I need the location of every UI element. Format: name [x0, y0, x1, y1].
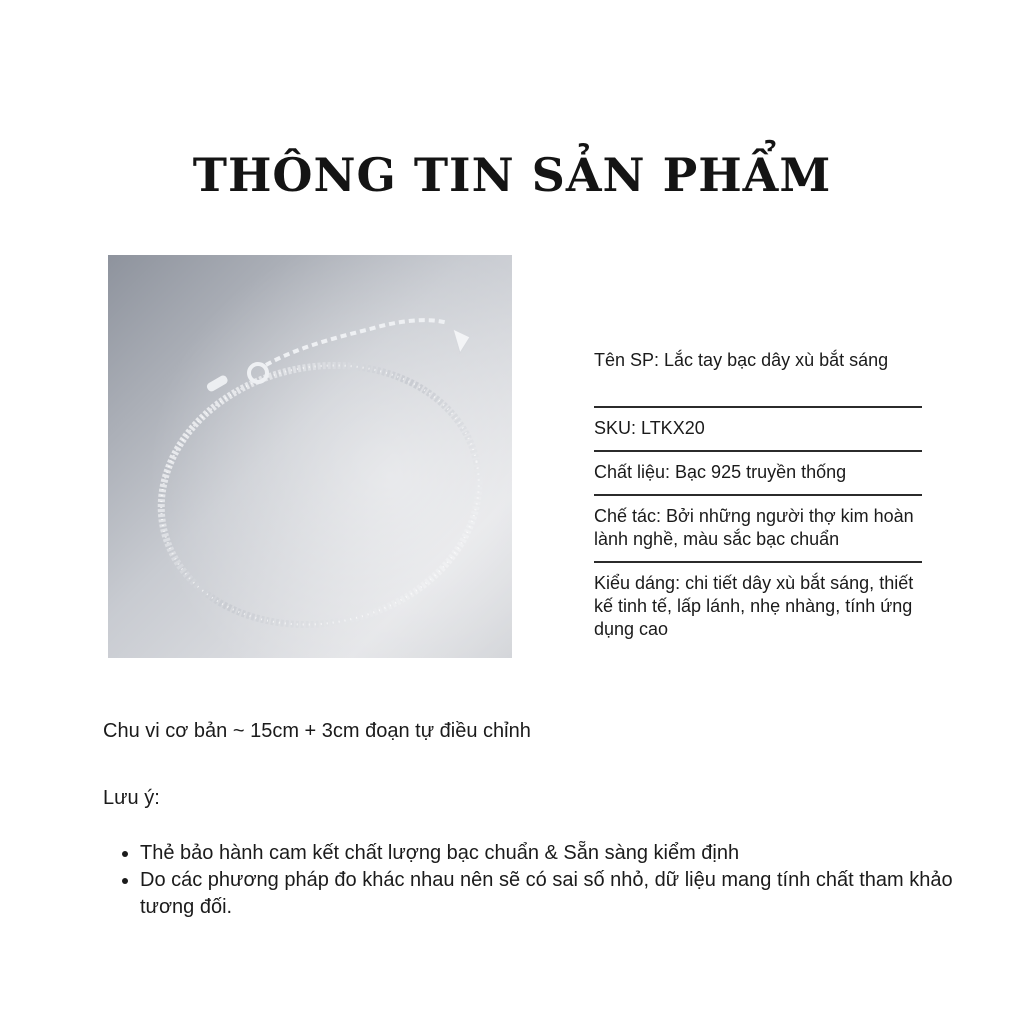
spec-style: Kiểu dáng: chi tiết dây xù bắt sáng, thiết kế tinh tế, lấp lánh, nhẹ nhàng, tính ứng dụng cao — [594, 573, 914, 639]
spec-sku: SKU: LTKX20 — [594, 418, 705, 438]
spec-list — [594, 340, 922, 651]
list-item: • Thẻ bảo hành cam kết chất lượng bạc chuẩn & Sẵn sàng kiểm định — [140, 840, 960, 867]
spec-craftsmanship: Chế tác: Bởi những người thợ kim hoàn lành nghề, màu sắc bạc chuẩn — [594, 506, 914, 549]
list-item: • Do các phương pháp đo khác nhau nên sẽ có sai số nhỏ, dữ liệu mang tính chất tham khảo tương đối. — [140, 867, 960, 921]
size-info: Chu vi cơ bản ~ 15cm + 3cm đoạn tự điều chỉnh — [103, 720, 531, 742]
spec-material: Chất liệu: Bạc 925 truyền thống — [594, 462, 847, 482]
product-photo — [108, 255, 512, 658]
spec-product-name: Tên SP: Lắc tay bạc dây xù bắt sáng — [594, 350, 889, 370]
note-list — [118, 840, 960, 921]
note-label: Lưu ý: — [103, 787, 160, 809]
page-title: THÔNG TIN SẢN PHẨM — [192, 148, 832, 202]
